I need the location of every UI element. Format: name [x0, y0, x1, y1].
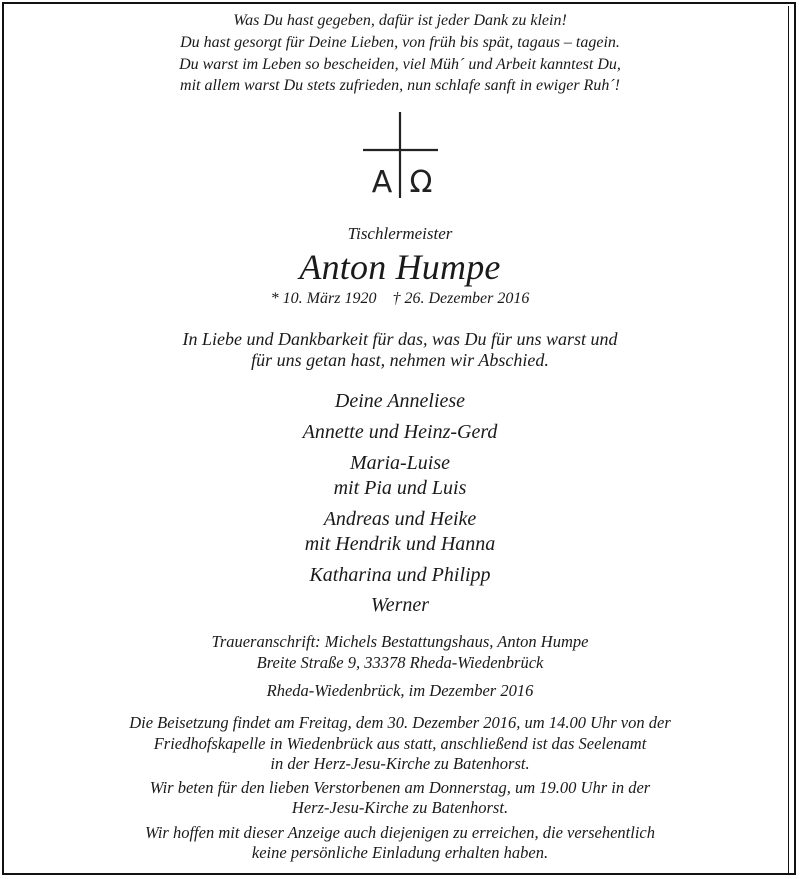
- mourner-name: mit Hendrik und Hanna: [304, 533, 496, 555]
- funeral-line: Friedhofskapelle in Wiedenbrück aus statt, anschließend ist das Seelenamt: [153, 734, 647, 753]
- prayer-line: Wir beten für den lieben Verstorbenen am Donnerstag, um 19.00 Uhr in der: [149, 778, 651, 797]
- notice-line: keine persönliche Einladung erhalten haben.: [251, 843, 549, 862]
- omega-glyph: Ω: [409, 165, 433, 200]
- poem-line: mit allem warst Du stets zufrieden, nun schlafe sanft in ewiger Ruh´!: [180, 77, 620, 94]
- notice-line: Wir hoffen mit dieser Anzeige auch diejenigen zu erreichen, die versehentlich: [145, 823, 655, 842]
- poem-line: Du warst im Leben so bescheiden, viel Müh´ und Arbeit kanntest Du,: [179, 56, 621, 73]
- mourner-name: Annette und Heinz-Gerd: [302, 421, 498, 443]
- mourner-name: mit Pia und Luis: [333, 477, 467, 499]
- poem-line: Du hast gesorgt für Deine Lieben, von früh bis spät, tagaus – tagein.: [180, 34, 620, 51]
- life-dates: * 10. März 1920 † 26. Dezember 2016: [270, 290, 530, 307]
- cross-alpha-omega-icon: [0, 110, 800, 200]
- mourner-name: Andreas und Heike: [323, 508, 477, 530]
- occupation-title: Tischlermeister: [347, 224, 453, 243]
- alpha-glyph: A: [371, 165, 393, 200]
- intro-line: für uns getan hast, nehmen wir Abschied.: [251, 350, 549, 370]
- address-line: Traueranschrift: Michels Bestattungshaus, Anton Humpe: [211, 632, 589, 651]
- mourner-name: Deine Anneliese: [334, 390, 466, 412]
- place-date: Rheda-Wiedenbrück, im Dezember 2016: [266, 681, 534, 700]
- poem-line: Was Du hast gegeben, dafür ist jeder Dank zu klein!: [233, 12, 567, 29]
- mourner-name: Katharina und Philipp: [309, 564, 491, 586]
- intro-line: In Liebe und Dankbarkeit für das, was Du für uns warst und: [182, 329, 618, 349]
- address-line: Breite Straße 9, 33378 Rheda-Wiedenbrück: [256, 653, 544, 672]
- mourner-name: Maria-Luise: [350, 452, 450, 474]
- mourner-name: Werner: [370, 594, 430, 616]
- deceased-name: Anton Humpe: [299, 247, 501, 287]
- funeral-line: in der Herz-Jesu-Kirche zu Batenhorst.: [270, 754, 530, 773]
- prayer-line: Herz-Jesu-Kirche zu Batenhorst.: [291, 798, 509, 817]
- funeral-line: Die Beisetzung findet am Freitag, dem 30. Dezember 2016, um 14.00 Uhr von der: [129, 713, 671, 732]
